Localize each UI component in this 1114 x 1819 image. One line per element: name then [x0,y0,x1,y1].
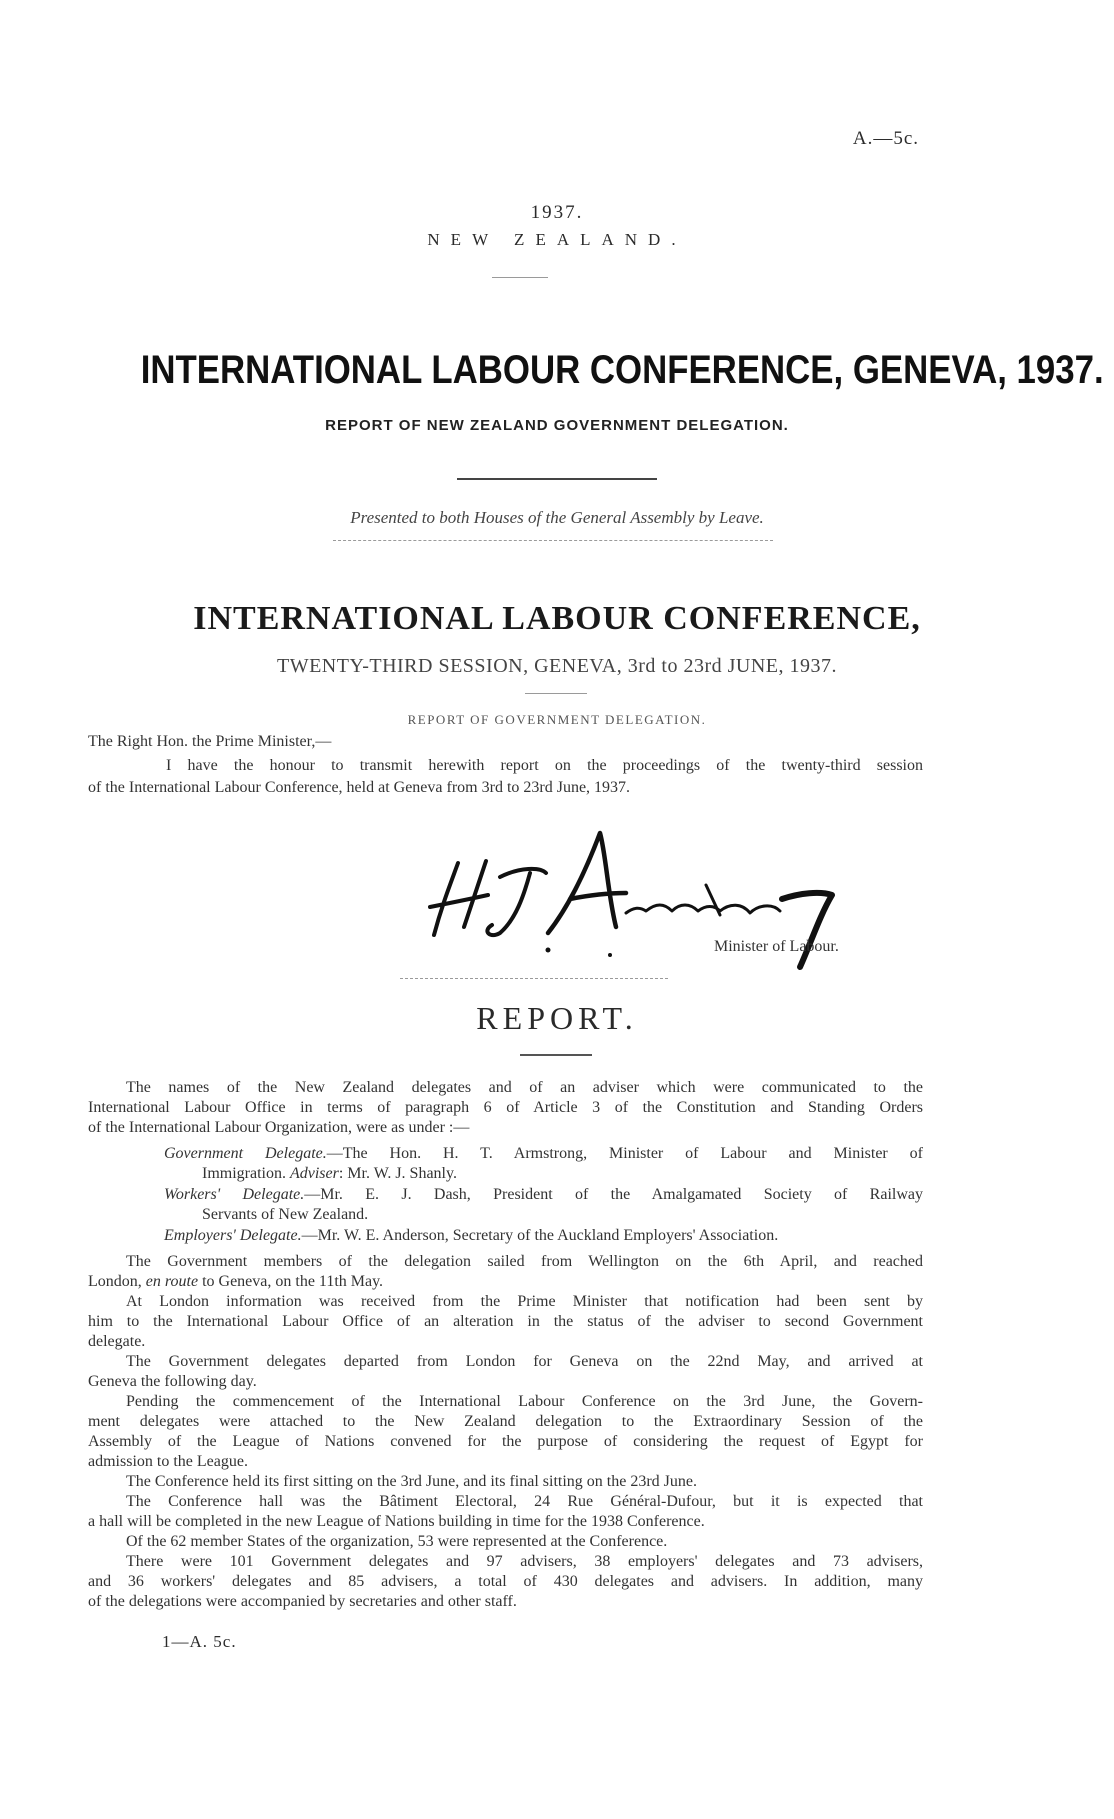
letter-title: INTERNATIONAL LABOUR CONFERENCE, [193,600,921,637]
paragraph-line: The names of the New Zealand delegates and of an adviser which were communicated to the [126,1079,923,1096]
report-heading: REPORT. [476,1000,638,1036]
divider [457,478,657,480]
divider [520,1054,592,1056]
paragraph-line: The Government delegates departed from London for Geneva on the 22nd May, and arrived at [126,1353,923,1370]
delegate-text: —Mr. W. E. Anderson, Secretary of the Auckland Employers' Association. [301,1227,779,1244]
session-line: TWENTY-THIRD SESSION, GENEVA, 3rd to 23rd JUNE, 1937. [277,655,837,677]
paragraph-line: Pending the commencement of the International Labour Conference on the 3rd June, the Govern- [126,1393,923,1410]
delegate-line [164,1227,778,1245]
delegate-role: Employers' Delegate. [164,1227,302,1244]
paragraph-line: of the International Labour Organization, were as under :— [88,1119,470,1136]
adviser-label: Adviser [289,1165,339,1182]
divider [525,693,587,694]
subtitle: REPORT OF NEW ZEALAND GOVERNMENT DELEGATION. [325,417,789,434]
paragraph-line: Assembly of the League of Nations convened for the purpose of considering the request of Egypt for [88,1433,923,1450]
paragraph-line: The Government members of the delegation sailed from Wellington on the 6th April, and reached [126,1253,923,1270]
paragraph-line [88,1273,383,1291]
italic-text: en route [145,1273,199,1290]
salutation: The Right Hon. the Prime Minister,— [88,733,332,750]
paragraph-line: him to the International Labour Office of an alteration in the status of the adviser to second Government [88,1313,923,1330]
delegate-line [202,1165,457,1183]
delegate-role: Workers' Delegate. [164,1186,305,1203]
paragraph-line: ment delegates were attached to the New Zealand delegation to the Extraordinary Session of the [88,1413,923,1430]
divider [400,978,668,979]
paragraph-line: Of the 62 member States of the organization, 53 were represented at the Conference. [126,1533,668,1550]
paragraph-line: Geneva the following day. [88,1373,257,1390]
year: 1937. [530,202,584,223]
paragraph-line: delegate. [88,1333,146,1350]
presented-note: Presented to both Houses of the General Assembly by Leave. [350,508,764,527]
document-reference: A.—5c. [852,128,919,149]
report-of-delegation-heading: REPORT OF GOVERNMENT DELEGATION. [407,712,707,727]
country: NEW ZEALAND. [427,230,687,249]
divider [492,277,548,278]
delegate-text: —The Hon. H. T. Armstrong, Minister of Labour and Minister of [326,1145,923,1162]
paragraph-line: admission to the League. [88,1453,248,1470]
paragraph-line: of the delegations were accompanied by secretaries and other staff. [88,1593,517,1610]
text: London, [88,1273,146,1290]
paragraph-line: a hall will be completed in the new League of Nations building in time for the 1938 Conference. [88,1513,705,1530]
signatory-title: Minister of Labour. [714,938,839,955]
page-number: 1—A. 5c. [162,1632,237,1651]
delegate-text: —Mr. E. J. Dash, President of the Amalgamated Society of Railway [304,1186,923,1203]
letter-body-line: of the International Labour Conference, held at Geneva from 3rd to 23rd June, 1937. [88,779,631,796]
paragraph-line: The Conference held its first sitting on the 3rd June, and its final sitting on the 23rd June. [126,1473,698,1490]
delegate-line [164,1145,923,1163]
paragraph-line: and 36 workers' delegates and 85 advisers, a total of 430 delegates and advisers. In addition, many [88,1573,923,1590]
letter-body-line: I have the honour to transmit herewith report on the proceedings of the twenty-third session [166,757,923,774]
delegate-role: Government Delegate. [164,1145,327,1162]
delegate-line: Servants of New Zealand. [202,1206,369,1223]
delegate-line [164,1186,923,1204]
paragraph-line: At London information was received from the Prime Minister that notification had been sent by [126,1293,923,1310]
paragraph-line: International Labour Office in terms of paragraph 6 of Article 3 of the Constitution and Standing Orders [88,1099,923,1116]
paragraph-line: There were 101 Government delegates and 97 advisers, 38 employers' delegates and 73 advisers, [126,1553,923,1570]
divider [333,540,773,541]
delegate-text: : Mr. W. J. Shanly. [338,1165,457,1182]
text: to Geneva, on the 11th May. [198,1273,384,1290]
paragraph-line: The Conference hall was the Bâtiment Electoral, 24 Rue Général-Dufour, but it is expected that [126,1493,923,1510]
main-title: INTERNATIONAL LABOUR CONFERENCE, GENEVA, 1937. [140,348,1104,392]
delegate-text: Immigration. [202,1165,290,1182]
